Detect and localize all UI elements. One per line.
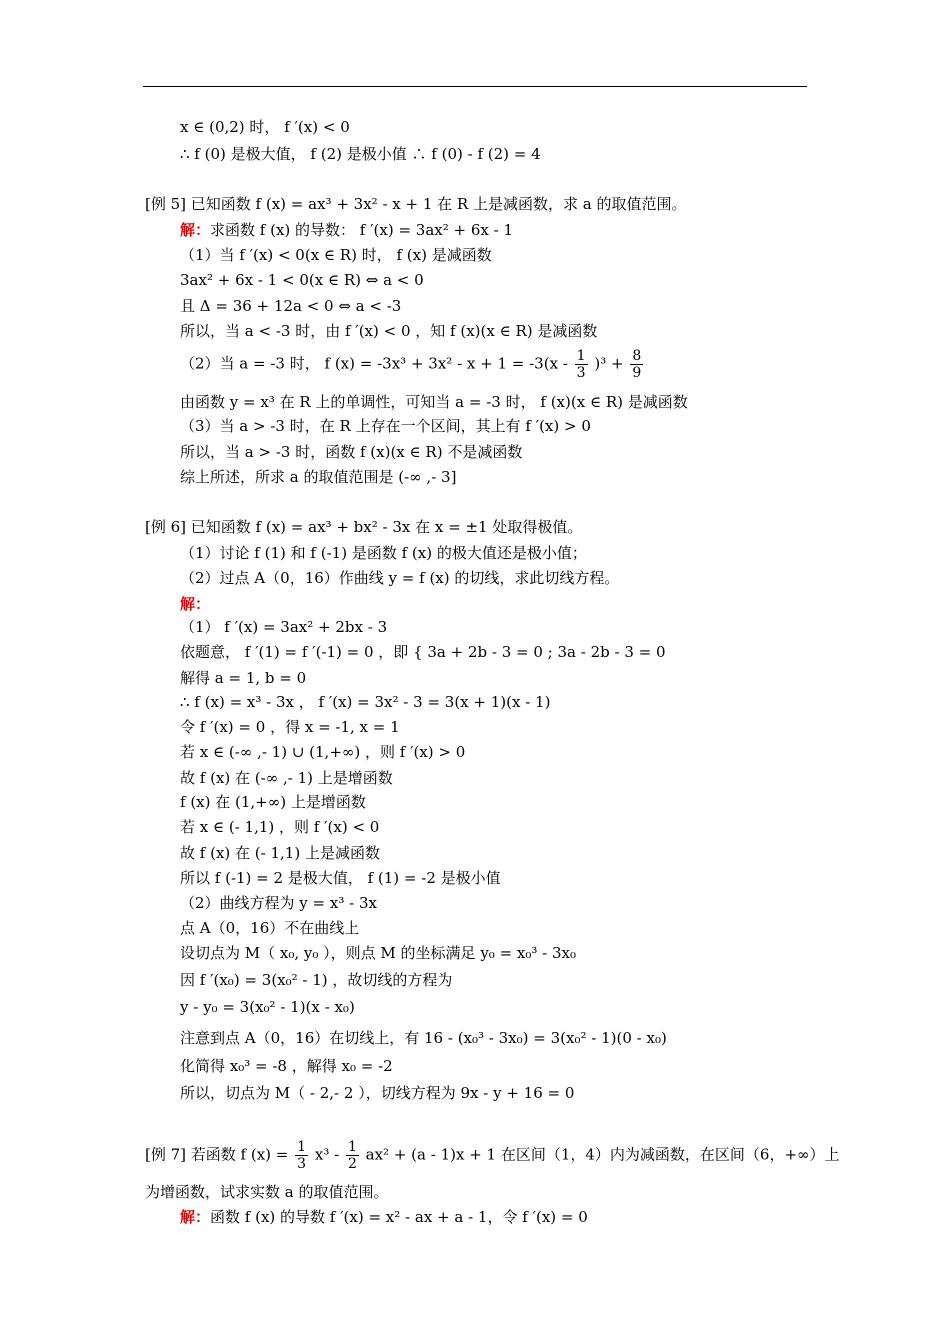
solution-line — [180, 1207, 588, 1227]
text-line: f (x) 在 (1,+∞) 上是增函数 — [180, 793, 366, 811]
text-line: 故 f (x) 在 (-∞ ,- 1) 上是增函数 — [180, 769, 393, 787]
numerator: 1 — [347, 1139, 357, 1155]
text-line: （1） f ′(x) = 3ax² + 2bx - 3 — [180, 618, 388, 636]
solution-label: 解： — [180, 221, 211, 239]
fraction — [575, 348, 588, 381]
text-line: 所以，切点为 M（ - 2,- 2 ），切线方程为 9x - y + 16 = 0 — [180, 1084, 575, 1102]
text-span: 求函数 f (x) 的导数： f ′(x) = 3ax² + 6x - 1 — [210, 221, 514, 239]
example-5-heading: [例 5] 已知函数 f (x) = ax³ + 3x² - x + 1 在 R 上是减函数，求 a 的取值范围。 — [145, 195, 687, 213]
text-span: x³ - — [314, 1145, 340, 1164]
denominator: 9 — [632, 365, 642, 381]
text-line: 且 Δ = 36 + 12a < 0 ⇔ a < -3 — [180, 297, 402, 315]
text-span: （2）当 a = -3 时， f (x) = -3x³ + 3x² - x + 1 = -3(x - — [180, 354, 568, 373]
text-line: 点 A（0，16）不在曲线上 — [180, 919, 360, 937]
text-line: 综上所述，所求 a 的取值范围是 (-∞ ,- 3] — [180, 468, 457, 486]
text-line: 依题意， f ′(1) = f ′(-1) = 0 ，即 { 3a + 2b - 3 = 0 ; 3a - 2b - 3 = 0 — [180, 643, 666, 661]
text-line: 所以 f (-1) = 2 是极大值， f (1) = -2 是极小值 — [180, 869, 501, 887]
text-line: 化简得 x₀³ = -8 ，解得 x₀ = -2 — [180, 1057, 393, 1075]
text-line-with-fraction — [180, 348, 645, 381]
solution-line — [180, 220, 513, 240]
denominator: 2 — [347, 1156, 357, 1172]
text-span: 函数 f (x) 的导数 f ′(x) = x² - ax + a - 1，令 f ′(x) = 0 — [210, 1208, 588, 1226]
example-6-heading: [例 6] 已知函数 f (x) = ax³ + bx² - 3x 在 x = ±1 处取得极值。 — [145, 518, 583, 536]
numerator: 1 — [576, 348, 586, 364]
fraction — [630, 348, 643, 381]
fraction — [346, 1139, 359, 1172]
text-line: 解得 a = 1, b = 0 — [180, 669, 307, 687]
text-span: [例 7] 若函数 f (x) = — [145, 1145, 289, 1164]
example-7-heading — [145, 1139, 840, 1172]
solution-label: 解： — [180, 1208, 211, 1226]
text-line: 设切点为 M（ x₀, y₀ ），则点 M 的坐标满足 y₀ = x₀³ - 3x₀ — [180, 944, 577, 962]
text-span: )³ + — [594, 354, 624, 373]
text-line: x ∈ (0,2) 时， f ′(x) < 0 — [180, 118, 350, 136]
text-line: 所以，当 a > -3 时，函数 f (x)(x ∈ R) 不是减函数 — [180, 443, 523, 461]
numerator: 1 — [297, 1139, 307, 1155]
text-line: （2）过点 A（0，16）作曲线 y = f (x) 的切线，求此切线方程。 — [180, 569, 620, 587]
text-line: 故 f (x) 在 (- 1,1) 上是减函数 — [180, 844, 380, 862]
text-line: ∴ f (x) = x³ - 3x ， f ′(x) = 3x² - 3 = 3(x + 1)(x - 1) — [180, 693, 551, 711]
fraction — [295, 1139, 308, 1172]
solution-label: 解： — [180, 595, 211, 613]
text-line: 注意到点 A（0，16）在切线上，有 16 - (x₀³ - 3x₀) = 3(x₀² - 1)(0 - x₀) — [180, 1029, 667, 1047]
text-line: 因 f ′(x₀) = 3(x₀² - 1) ，故切线的方程为 — [180, 971, 453, 989]
text-line: （2）曲线方程为 y = x³ - 3x — [180, 894, 377, 912]
text-span: ax² + (a - 1)x + 1 在区间（1，4）内为减函数，在区间（6，+∞）上 — [365, 1145, 840, 1164]
text-line: 若 x ∈ (-∞ ,- 1) ∪ (1,+∞) ，则 f ′(x) > 0 — [180, 743, 466, 761]
numerator: 8 — [632, 348, 642, 364]
denominator: 3 — [297, 1156, 307, 1172]
text-line: 所以，当 a < -3 时，由 f ′(x) < 0 ，知 f (x)(x ∈ R) 是减函数 — [180, 322, 598, 340]
text-line: （1）讨论 f (1) 和 f (-1) 是函数 f (x) 的极大值还是极小值； — [180, 544, 587, 562]
text-line: 为增函数，试求实数 a 的取值范围。 — [145, 1183, 389, 1201]
text-line: 若 x ∈ (- 1,1) ，则 f ′(x) < 0 — [180, 818, 380, 836]
text-line: （1）当 f ′(x) < 0(x ∈ R) 时， f (x) 是减函数 — [180, 246, 492, 264]
text-line: 令 f ′(x) = 0 ，得 x = -1, x = 1 — [180, 718, 400, 736]
text-line: 由函数 y = x³ 在 R 上的单调性，可知当 a = -3 时， f (x)(x ∈ R) 是减函数 — [180, 393, 688, 411]
text-line: （3）当 a > -3 时，在 R 上存在一个区间，其上有 f ′(x) > 0 — [180, 417, 591, 435]
header-rule — [143, 86, 807, 87]
text-line: y - y₀ = 3(x₀² - 1)(x - x₀) — [180, 998, 355, 1016]
text-line: 3ax² + 6x - 1 < 0(x ∈ R) ⇔ a < 0 — [180, 271, 424, 289]
denominator: 3 — [576, 365, 586, 381]
text-line: ∴ f (0) 是极大值， f (2) 是极小值 ∴ f (0) - f (2) = 4 — [180, 145, 541, 163]
